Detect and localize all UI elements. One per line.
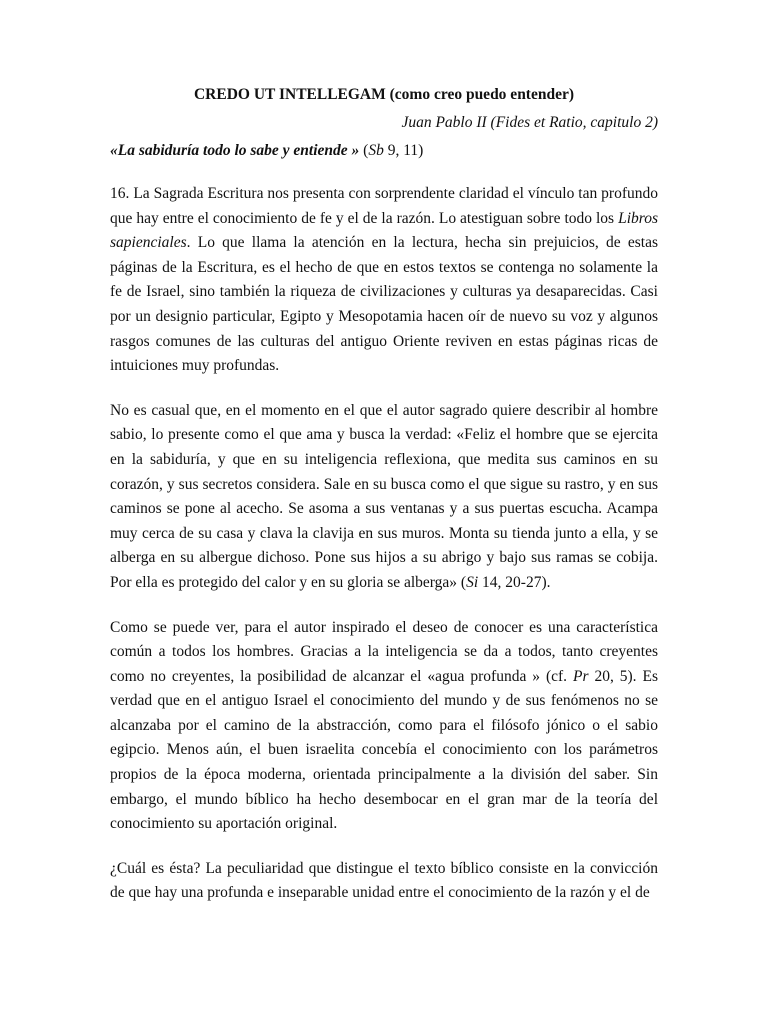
document-attribution: Juan Pablo II (Fides et Ratio, capitulo 2) — [401, 114, 658, 131]
epigraph-ref-rest: 9, 11) — [383, 142, 424, 159]
paragraph-1-text-a: 16. La Sagrada Escritura nos presenta con sorprendente claridad el vínculo tan profundo que hay entre el conocimiento de fe y el de la razón. Lo atestiguan sobre todo los — [110, 185, 658, 227]
epigraph-ref-book: Sb — [368, 142, 384, 159]
paragraph-4-text-a: ¿Cuál es ésta? La peculiaridad que distingue el texto bíblico consiste en la convicción de que hay una profunda e inseparable unidad entre el conocimiento de la razón y el de — [110, 859, 658, 902]
paragraph-4 — [110, 857, 658, 906]
paragraph-3 — [110, 616, 658, 837]
paragraph-1-italic: Libros sapienciales — [110, 209, 658, 252]
paragraph-2 — [110, 399, 658, 596]
epigraph-quote: «La sabiduría todo lo sabe y entiende » — [110, 142, 360, 159]
paragraph-1 — [110, 182, 658, 379]
epigraph-ref-open: ( — [359, 142, 369, 159]
paragraph-1-text-c: . Lo que llama la atención en la lectura, hecha sin prejuicios, de estas páginas de la Escritura, es el hecho de que en estos textos se contenga no solamente la fe de Israel, sino también la riqueza de civilizaciones y culturas ya desaparecidas. Casi por un designio particular, Egipto y Mesopotamia hacen oír de nuevo su voz y algunos rasgos comunes de las culturas del antiguo Oriente reviven en estas páginas ricas de intuiciones muy profundas. — [110, 234, 658, 375]
document-title: CREDO UT INTELLEGAM (como creo puedo entender) — [193, 86, 575, 103]
paragraph-2-italic: Si — [466, 573, 479, 591]
paragraph-2-text-a: No es casual que, en el momento en el que el autor sagrado quiere describir al hombre sabio, lo presente como el que ama y busca la verdad: «Feliz el hombre que se ejercita en la sabiduría, y que en su inteligencia reflexiona, que medita sus caminos en su corazón, y sus secretos considera. Sale en su busca como el que sigue su rastro, y en sus caminos se pone al acecho. Se asoma a sus ventanas y a sus puertas escucha. Acampa muy cerca de su casa y clava la clavija en sus muros. Monta su tienda junto a ella, y se alberga en su albergue dichoso. Pone sus hijos a su abrigo y bajo sus ramas se cobija. Por ella es protegido del calor y en su gloria se alberga» ( — [110, 401, 658, 591]
document-page — [110, 84, 658, 926]
paragraph-2-text-c: 14, 20-27). — [478, 573, 551, 591]
paragraph-3-text-c: 20, 5). Es verdad que en el antiguo Israel el conocimiento del mundo y de sus fenómenos no se alcanzaba por el camino de la abstracción, como para el filósofo jónico o el sabio egipcio. Menos aún, el buen israelita concebía el conocimiento con los parámetros propios de la época moderna, orientada principalmente a la división del saber. Sin embargo, el mundo bíblico ha hecho desembocar en el gran mar de la teoría del conocimiento su aportación original. — [110, 667, 659, 833]
paragraph-3-text-a: Como se puede ver, para el autor inspirado el deseo de conocer es una característica común a todos los hombres. Gracias a la inteligencia se da a todos, tanto creyentes como no creyentes, la posibilidad de alcanzar el «agua profunda » (cf. — [110, 618, 658, 685]
epigraph — [110, 140, 658, 162]
paragraph-3-italic: Pr — [573, 667, 589, 685]
